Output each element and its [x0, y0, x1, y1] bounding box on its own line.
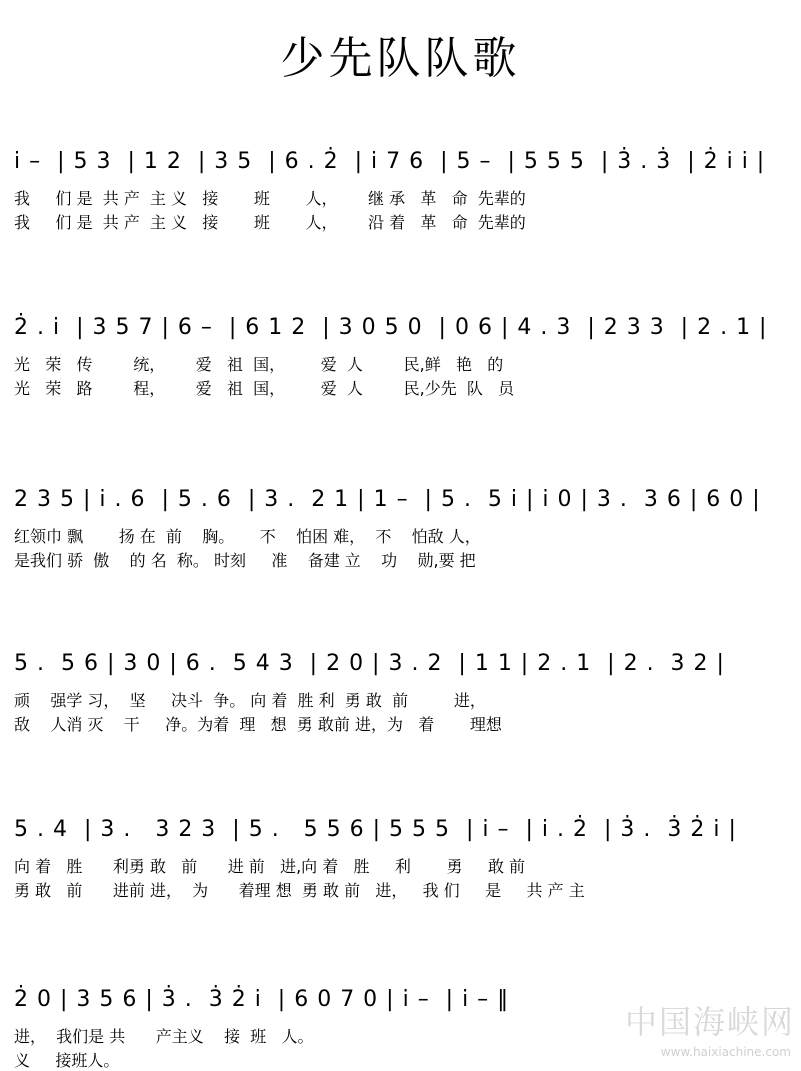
score-system-2 [14, 306, 789, 416]
score-system-3 [14, 478, 789, 588]
lyric-verse-2: 敌 人消 灭 干 净。为着 理 想 勇 敢前 进，为 着 理想 [14, 715, 502, 734]
song-title: 少先队队歌 [280, 33, 521, 84]
lyric-verse-1: 红领巾 飘 扬 在 前 胸。 不 怕困 难， 不 怕敌 人， [14, 527, 481, 546]
score-system-4 [14, 642, 789, 752]
lyric-verse-1: 顽 强学 习， 坚 决斗 争。 向 着 胜 利 勇 敢 前 进， [14, 691, 486, 710]
lyric-verse-2: 勇 敢 前 进前 进， 为 着理 想 勇 敢 前 进， 我 们 是 共 产 主 [14, 881, 585, 900]
score-system-1 [14, 140, 789, 250]
lyric-verse-2: 义 接班人。 [14, 1051, 120, 1070]
score-system-5 [14, 808, 789, 918]
notation-line: 5 . 5 6 | 3 0 | 6 . 5 4 3 | 2 0 | 3 . 2 | 1 1 | 2 . 1 | 2 . 3 2 | [14, 651, 725, 676]
watermark-logo: 中国海峡网 [624, 1003, 795, 1041]
notation-line: 5 . 4 | 3 . 3 2 3 | 5 . 5 5 6 | 5 5 5 | i̇ – | i̇ . 2̇ | 3̇ . 3̇ 2̇ i̇ | [14, 817, 737, 842]
lyric-verse-1: 我 们 是 共 产 主 义 接 班 人， 继 承 革 命 先辈的 [14, 189, 526, 208]
lyric-verse-2: 我 们 是 共 产 主 义 接 班 人， 沿 着 革 命 先辈的 [14, 213, 526, 232]
lyric-verse-1: 进， 我们是 共 产主义 接 班 人。 [14, 1027, 314, 1046]
notation-line: 2̇ 0 | 3 5 6 | 3̇ . 3̇ 2̇ i̇ | 6 0 7 0 | i̇ – | i̇ – ‖ [14, 987, 510, 1012]
lyric-verse-2: 光 荣 路 程， 爱 祖 国， 爱 人 民,少先 队 员 [14, 379, 515, 398]
notation-line: 2 3 5 | i̇ . 6 | 5 . 6 | 3 . 2 1 | 1 – | 5 . 5 i̇ | i̇ 0 | 3 . 3 6 | 6 0 | [14, 487, 761, 512]
notation-line: 2̇ . i̇ | 3 5 7 | 6 – | 6 1 2 | 3 0 5 0 | 0 6 | 4 . 3 | 2 3 3 | 2 . 1 | [14, 315, 768, 340]
lyric-verse-1: 向 着 胜 利勇 敢 前 进 前 进,向 着 胜 利 勇 敢 前 [14, 857, 526, 876]
notation-line: i̇ – | 5 3 | 1 2 | 3 5 | 6 . 2̇ | i̇ 7 6 | 5 – | 5 5 5 | 3̇ . 3̇ | 2̇ i̇ i̇ | [14, 149, 766, 174]
lyric-verse-1: 光 荣 传 统， 爱 祖 国， 爱 人 民,鲜 艳 的 [14, 355, 504, 374]
watermark-url: www.haixiachine.com [660, 1045, 791, 1059]
lyric-verse-2: 是我们 骄 傲 的 名 称。 时刻 准 备建 立 功 勋,要 把 [14, 551, 476, 570]
